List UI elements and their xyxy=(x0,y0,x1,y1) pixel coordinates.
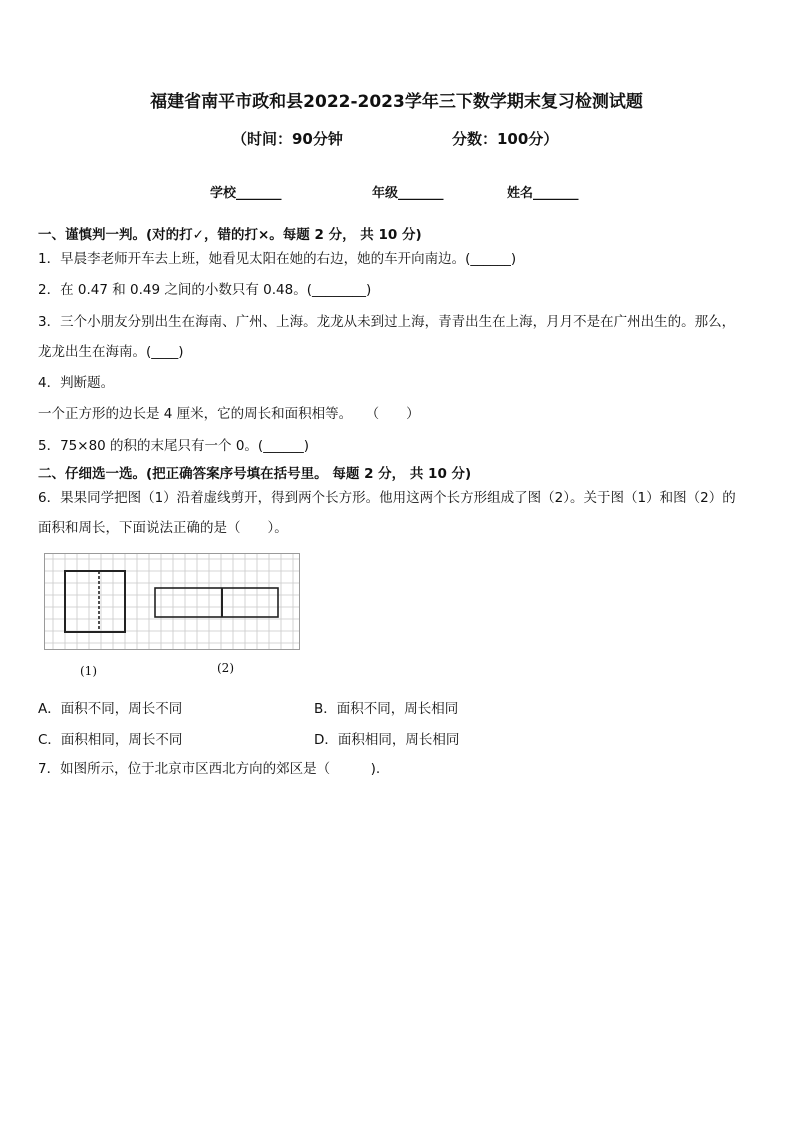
exam-score: 分数：100分） xyxy=(452,130,559,148)
exam-time: （时间：90分钟 xyxy=(232,130,343,148)
option-c: C．面积相同，周长不同 xyxy=(38,732,183,748)
figure-1-caption: (1) xyxy=(80,664,97,678)
option-a: A．面积不同，周长不同 xyxy=(38,701,183,717)
question-2: 2．在 0.47 和 0.49 之间的小数只有 0.48。(________) xyxy=(38,282,372,298)
figure-2-caption: (2) xyxy=(217,661,234,675)
question-5: 5．75×80 的积的末尾只有一个 0。(______) xyxy=(38,438,309,454)
grade-field: 年级_______ xyxy=(372,186,444,201)
school-field: 学校_______ xyxy=(210,186,282,201)
question-4-line-1: 4．判断题。 xyxy=(38,375,115,391)
grid-figure xyxy=(44,553,300,650)
question-3-line-1: 3．三个小朋友分别出生在海南、广州、上海。龙龙从未到过上海，青青出生在上海，月月不是在广州出生的。那么， xyxy=(38,314,736,330)
page-title: 福建省南平市政和县2022-2023学年三下数学期末复习检测试题 xyxy=(150,92,643,112)
grid-figure-svg xyxy=(44,553,300,650)
section-1-heading: 一、谨慎判一判。(对的打✓，错的打×。每题 2 分， 共 10 分) xyxy=(38,227,422,243)
question-6-line-1: 6．果果同学把图（1）沿着虚线剪开，得到两个长方形。他用这两个长方形组成了图（2）。关于图（1）和图（2）的 xyxy=(38,490,736,506)
question-4-line-2: 一个正方形的边长是 4 厘米，它的周长和面积相等。 （ ） xyxy=(38,406,420,422)
option-d: D．面积相同，周长相同 xyxy=(314,732,460,748)
name-field: 姓名_______ xyxy=(507,186,579,201)
question-6-line-2: 面积和周长，下面说法正确的是（ ）。 xyxy=(38,520,288,536)
question-3-line-2: 龙龙出生在海南。(____) xyxy=(38,344,184,360)
question-7: 7．如图所示，位于北京市区西北方向的郊区是（ ). xyxy=(38,761,381,777)
question-1: 1．早晨李老师开车去上班，她看见太阳在她的右边，她的车开向南边。(______) xyxy=(38,251,517,267)
option-b: B．面积不同，周长相同 xyxy=(314,701,459,717)
section-2-heading: 二、仔细选一选。(把正确答案序号填在括号里。 每题 2 分， 共 10 分) xyxy=(38,466,472,482)
